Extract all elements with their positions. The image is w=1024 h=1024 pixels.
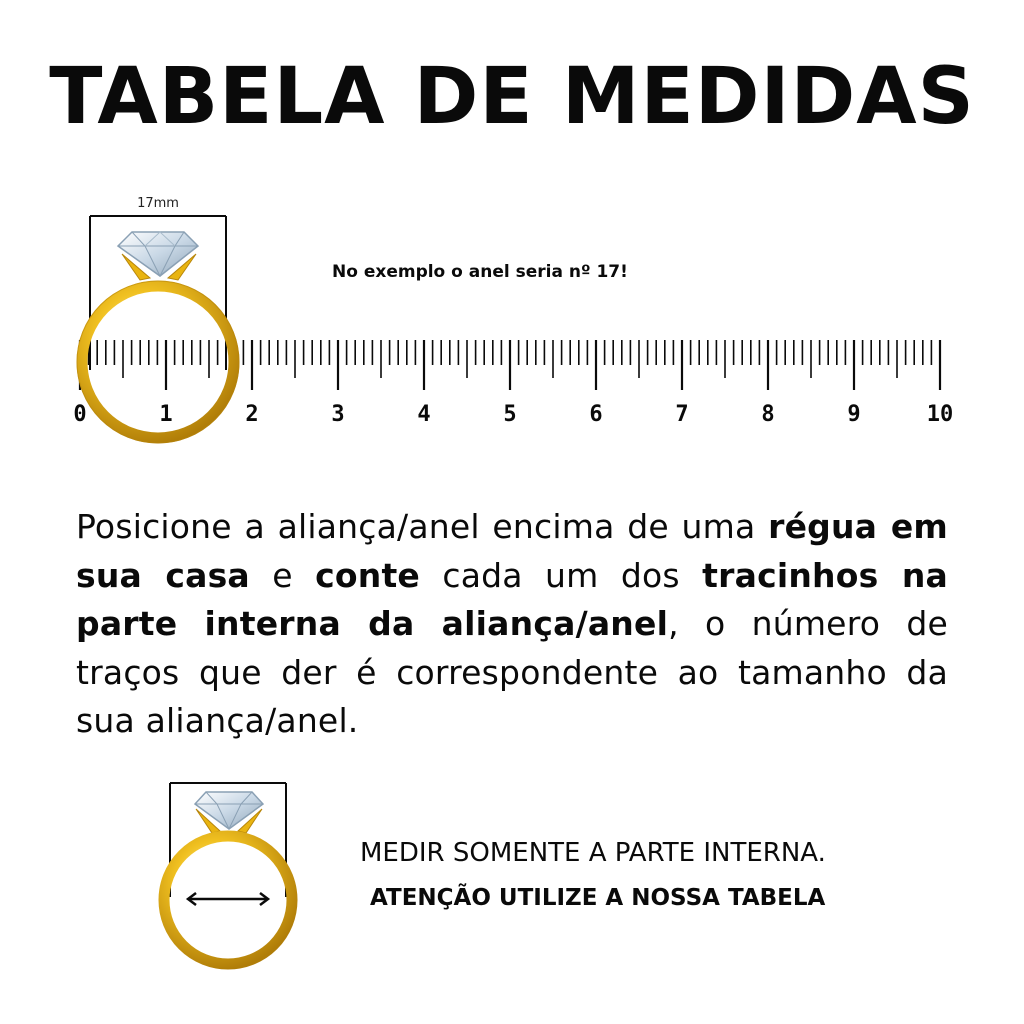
ruler-label: 0 xyxy=(73,402,87,427)
instructions-text-2: e xyxy=(249,555,316,595)
example-caption: No exemplo o anel seria nº 17! xyxy=(332,262,628,282)
ruler-label: 9 xyxy=(847,402,861,427)
double-arrow-icon xyxy=(188,893,268,905)
dimension-label: 17mm xyxy=(137,196,179,211)
instructions-text-4: , o número de traços que der é correspondente ao tamanho da sua aliança/anel. xyxy=(76,604,948,740)
measure-instruction: MEDIR SOMENTE A PARTE INTERNA. xyxy=(360,838,826,868)
instructions-bold-2: conte xyxy=(315,555,421,595)
diamond-icon xyxy=(118,232,198,276)
ruler-label: 2 xyxy=(245,402,259,427)
ruler-label: 7 xyxy=(675,402,689,427)
page-title: TABELA DE MEDIDAS xyxy=(49,52,975,142)
ruler-label: 4 xyxy=(417,402,431,427)
ruler-ticks xyxy=(80,340,940,390)
attention-notice: ATENÇÃO UTILIZE A NOSSA TABELA xyxy=(370,885,826,911)
ring-icon xyxy=(164,792,292,964)
instructions-bold-3: tracinhos na parte interna da aliança/anel xyxy=(76,555,948,643)
instructions-bold-1: régua em sua casa xyxy=(76,507,948,595)
ring-icon xyxy=(77,232,239,443)
ruler-label: 1 xyxy=(159,402,173,427)
instructions-paragraph xyxy=(76,503,948,746)
instructions-text-3: cada um dos xyxy=(420,555,703,595)
ruler-label: 10 xyxy=(926,402,954,427)
ruler-label: 3 xyxy=(331,402,345,427)
ruler-label: 5 xyxy=(503,402,517,427)
instructions-text-1: Posicione a aliança/anel encima de uma xyxy=(76,507,769,546)
ruler-label: 8 xyxy=(761,402,775,427)
ruler-label: 6 xyxy=(589,402,603,427)
inner-measure-illustration xyxy=(150,775,310,975)
ruler-illustration xyxy=(0,180,1024,450)
